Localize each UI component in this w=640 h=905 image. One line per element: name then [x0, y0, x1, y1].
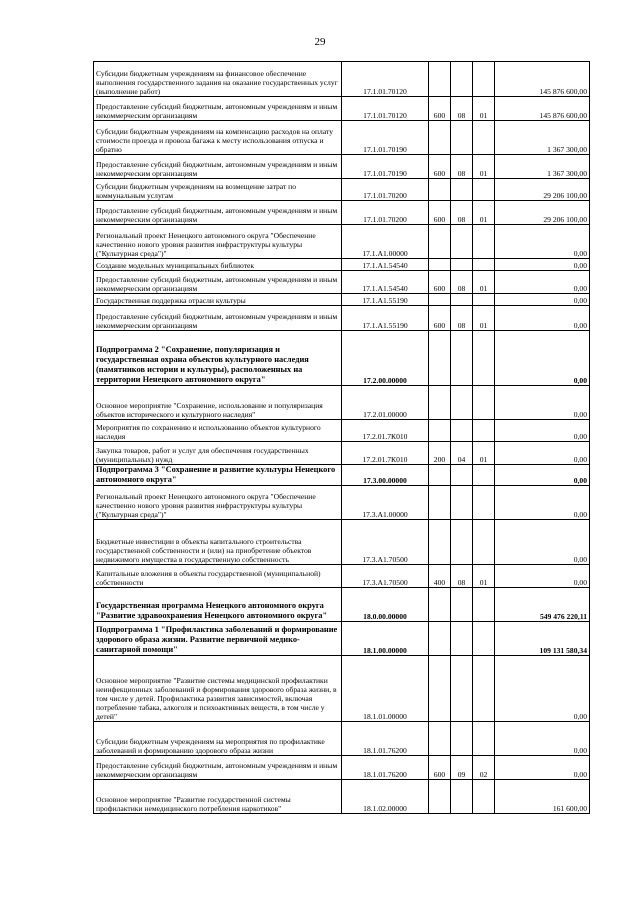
row-name-cell: Региональный проект Ненецкого автономного округа "Обеспечение качественно нового уровня развития инфраструктуры культуры ("Культурная среда")" [94, 486, 342, 520]
target-code-cell: 17.1.A1.00000 [342, 225, 429, 259]
expense-type-cell: 200 [429, 442, 451, 465]
amount-cell: 0,00 [495, 520, 590, 565]
amount-cell: 29 206 100,00 [495, 201, 590, 225]
expense-type-cell: 600 [429, 306, 451, 331]
target-code-cell: 17.2.01.7К010 [342, 420, 429, 442]
row-name-cell: Субсидии бюджетным учреждениям на мероприятия по профилактике заболеваний и формированию здорового образа жизни [94, 722, 342, 756]
target-code-cell: 18.0.00.00000 [342, 588, 429, 622]
section-cell: 08 [451, 565, 473, 588]
table-row [94, 306, 590, 331]
table-row [94, 622, 590, 656]
table-row [94, 520, 590, 565]
row-name-cell: Бюджетные инвестиции в объекты капитального строительства государственной собственности и (или) на приобретение объектов недвижимого имущества в государственную собственность [94, 520, 342, 565]
section-cell: 08 [451, 201, 473, 225]
table-row [94, 271, 590, 294]
subsection-cell: 01 [473, 97, 495, 121]
budget-table [93, 61, 590, 814]
subsection-cell: 01 [473, 565, 495, 588]
row-name-cell: Мероприятия по сохранению и использованию объектов культурного наследия [94, 420, 342, 442]
target-code-cell: 18.1.02.00000 [342, 780, 429, 814]
amount-cell: 0,00 [495, 420, 590, 442]
row-name-cell: Подпрограмма 2 "Сохранение, популяризация и государственная охрана объектов культурного наследия (памятников истории и культуры), расположенных на территории Ненецкого автономного округа" [94, 331, 342, 386]
amount-cell: 0,00 [495, 486, 590, 520]
target-code-cell: 17.1.01.70200 [342, 201, 429, 225]
table-row [94, 442, 590, 465]
section-cell [451, 520, 473, 565]
subsection-cell [473, 179, 495, 201]
expense-type-cell [429, 780, 451, 814]
section-cell [451, 179, 473, 201]
amount-cell: 0,00 [495, 465, 590, 486]
target-code-cell: 17.1.01.70120 [342, 62, 429, 97]
expense-type-cell: 400 [429, 565, 451, 588]
row-name-cell: Подпрограмма 1 "Профилактика заболеваний и формирование здорового образа жизни. Развитие первичной медико-санитарной помощи" [94, 622, 342, 656]
table-row [94, 386, 590, 420]
target-code-cell: 17.3.A1.70500 [342, 520, 429, 565]
amount-cell: 161 600,00 [495, 780, 590, 814]
target-code-cell: 17.2.01.00000 [342, 386, 429, 420]
target-code-cell: 17.2.01.7К010 [342, 442, 429, 465]
table-row [94, 201, 590, 225]
section-cell: 08 [451, 155, 473, 179]
target-code-cell: 17.3.A1.70500 [342, 565, 429, 588]
expense-type-cell: 600 [429, 97, 451, 121]
expense-type-cell: 600 [429, 756, 451, 780]
subsection-cell [473, 62, 495, 97]
expense-type-cell: 600 [429, 271, 451, 294]
section-cell [451, 386, 473, 420]
target-code-cell: 17.1.01.70190 [342, 121, 429, 155]
row-name-cell: Основное мероприятие "Развитие государственной системы профилактики немедицинского потребления наркотиков" [94, 780, 342, 814]
section-cell: 08 [451, 306, 473, 331]
target-code-cell: 17.1.A1.54540 [342, 259, 429, 271]
amount-cell: 549 476 220,11 [495, 588, 590, 622]
target-code-cell: 17.2.00.00000 [342, 331, 429, 386]
target-code-cell: 18.1.01.00000 [342, 656, 429, 722]
amount-cell: 145 876 600,00 [495, 97, 590, 121]
subsection-cell [473, 722, 495, 756]
expense-type-cell [429, 520, 451, 565]
subsection-cell [473, 588, 495, 622]
expense-type-cell [429, 722, 451, 756]
subsection-cell: 01 [473, 201, 495, 225]
subsection-cell [473, 465, 495, 486]
subsection-cell: 01 [473, 155, 495, 179]
section-cell [451, 225, 473, 259]
row-name-cell: Субсидии бюджетным учреждениям на финансовое обеспечение выполнения государственного задания на оказание государственных услуг (выполнение работ) [94, 62, 342, 97]
amount-cell: 29 206 100,00 [495, 179, 590, 201]
section-cell [451, 656, 473, 722]
subsection-cell [473, 656, 495, 722]
subsection-cell [473, 331, 495, 386]
row-name-cell: Государственная программа Ненецкого автономного округа "Развитие здравоохранения Ненецкого автономного округа" [94, 588, 342, 622]
row-name-cell: Предоставление субсидий бюджетным, автономным учреждениям и иным некоммерческим организациям [94, 756, 342, 780]
target-code-cell: 17.1.A1.54540 [342, 271, 429, 294]
table-row [94, 225, 590, 259]
subsection-cell [473, 386, 495, 420]
section-cell [451, 331, 473, 386]
target-code-cell: 17.1.A1.55190 [342, 306, 429, 331]
section-cell [451, 294, 473, 306]
section-cell [451, 588, 473, 622]
section-cell [451, 465, 473, 486]
table-row [94, 486, 590, 520]
table-row [94, 62, 590, 97]
section-cell [451, 62, 473, 97]
row-name-cell: Создание модельных муниципальных библиотек [94, 259, 342, 271]
table-row [94, 722, 590, 756]
section-cell [451, 622, 473, 656]
expense-type-cell [429, 62, 451, 97]
table-row [94, 565, 590, 588]
section-cell: 08 [451, 97, 473, 121]
subsection-cell [473, 294, 495, 306]
row-name-cell: Подпрограмма 3 "Сохранение и развитие культуры Ненецкого автономного округа" [94, 465, 342, 486]
table-row [94, 294, 590, 306]
expense-type-cell [429, 386, 451, 420]
table-row [94, 155, 590, 179]
amount-cell: 0,00 [495, 225, 590, 259]
subsection-cell: 01 [473, 306, 495, 331]
target-code-cell: 17.3.00.00000 [342, 465, 429, 486]
row-name-cell: Субсидии бюджетным учреждениям на возмещение затрат по коммунальным услугам [94, 179, 342, 201]
expense-type-cell: 600 [429, 201, 451, 225]
table-row [94, 179, 590, 201]
amount-cell: 0,00 [495, 306, 590, 331]
amount-cell: 145 876 600,00 [495, 62, 590, 97]
amount-cell: 0,00 [495, 331, 590, 386]
amount-cell: 109 131 580,34 [495, 622, 590, 656]
row-name-cell: Предоставление субсидий бюджетным, автономным учреждениям и иным некоммерческим организациям [94, 97, 342, 121]
expense-type-cell [429, 121, 451, 155]
expense-type-cell: 600 [429, 155, 451, 179]
target-code-cell: 17.1.01.70190 [342, 155, 429, 179]
amount-cell: 0,00 [495, 565, 590, 588]
section-cell [451, 486, 473, 520]
table-row [94, 465, 590, 486]
row-name-cell: Основное мероприятие "Сохранение, использование и популяризация объектов исторического и культурного наследия" [94, 386, 342, 420]
table-row [94, 97, 590, 121]
subsection-cell: 02 [473, 756, 495, 780]
amount-cell: 0,00 [495, 386, 590, 420]
row-name-cell: Предоставление субсидий бюджетным, автономным учреждениям и иным некоммерческим организациям [94, 306, 342, 331]
section-cell [451, 420, 473, 442]
page-number: 29 [314, 36, 326, 48]
expense-type-cell [429, 486, 451, 520]
expense-type-cell [429, 420, 451, 442]
section-cell [451, 259, 473, 271]
expense-type-cell [429, 259, 451, 271]
target-code-cell: 18.1.01.76200 [342, 722, 429, 756]
amount-cell: 0,00 [495, 656, 590, 722]
target-code-cell: 18.1.00.00000 [342, 622, 429, 656]
target-code-cell: 17.1.01.70120 [342, 97, 429, 121]
table-row [94, 780, 590, 814]
table-row [94, 331, 590, 386]
expense-type-cell [429, 622, 451, 656]
expense-type-cell [429, 331, 451, 386]
row-name-cell: Капитальные вложения в объекты государственной (муниципальной) собственности [94, 565, 342, 588]
subsection-cell [473, 622, 495, 656]
expense-type-cell [429, 179, 451, 201]
row-name-cell: Предоставление субсидий бюджетным, автономным учреждениям и иным некоммерческим организациям [94, 201, 342, 225]
amount-cell: 0,00 [495, 271, 590, 294]
table-row [94, 420, 590, 442]
amount-cell: 0,00 [495, 294, 590, 306]
row-name-cell: Предоставление субсидий бюджетным, автономным учреждениям и иным некоммерческим организациям [94, 271, 342, 294]
target-code-cell: 17.1.01.70200 [342, 179, 429, 201]
subsection-cell [473, 259, 495, 271]
row-name-cell: Государственная поддержка отрасли культуры [94, 294, 342, 306]
amount-cell: 1 367 300,00 [495, 155, 590, 179]
section-cell: 09 [451, 756, 473, 780]
expense-type-cell [429, 465, 451, 486]
section-cell: 04 [451, 442, 473, 465]
row-name-cell: Закупка товаров, работ и услуг для обеспечения государственных (муниципальных) нужд [94, 442, 342, 465]
table-row [94, 756, 590, 780]
expense-type-cell [429, 225, 451, 259]
row-name-cell: Субсидии бюджетным учреждениям на компенсацию расходов на оплату стоимости проезда и провоза багажа к месту использования отпуска и обратно [94, 121, 342, 155]
expense-type-cell [429, 656, 451, 722]
expense-type-cell [429, 294, 451, 306]
budget-table-body [94, 62, 590, 814]
section-cell [451, 722, 473, 756]
subsection-cell [473, 121, 495, 155]
row-name-cell: Предоставление субсидий бюджетным, автономным учреждениям и иным некоммерческим организациям [94, 155, 342, 179]
table-row [94, 588, 590, 622]
subsection-cell [473, 420, 495, 442]
row-name-cell: Основное мероприятие "Развитие системы медицинской профилактики неинфекционных заболеваний и формирования здорового образа жизни, в том числе у детей. Профилактика развития зависимостей, включая потребление табака, алкоголя и психоактивных веществ, в том числе у детей" [94, 656, 342, 722]
amount-cell: 1 367 300,00 [495, 121, 590, 155]
table-row [94, 656, 590, 722]
amount-cell: 0,00 [495, 442, 590, 465]
amount-cell: 0,00 [495, 756, 590, 780]
subsection-cell: 01 [473, 271, 495, 294]
target-code-cell: 18.1.01.76200 [342, 756, 429, 780]
subsection-cell: 01 [473, 442, 495, 465]
amount-cell: 0,00 [495, 259, 590, 271]
subsection-cell [473, 520, 495, 565]
section-cell [451, 780, 473, 814]
table-row [94, 259, 590, 271]
amount-cell: 0,00 [495, 722, 590, 756]
subsection-cell [473, 225, 495, 259]
section-cell: 08 [451, 271, 473, 294]
expense-type-cell [429, 588, 451, 622]
row-name-cell: Региональный проект Ненецкого автономного округа "Обеспечение качественно нового уровня развития инфраструктуры культуры ("Культурная среда")" [94, 225, 342, 259]
target-code-cell: 17.1.A1.55190 [342, 294, 429, 306]
table-row [94, 121, 590, 155]
subsection-cell [473, 486, 495, 520]
subsection-cell [473, 780, 495, 814]
target-code-cell: 17.3.A1.00000 [342, 486, 429, 520]
section-cell [451, 121, 473, 155]
